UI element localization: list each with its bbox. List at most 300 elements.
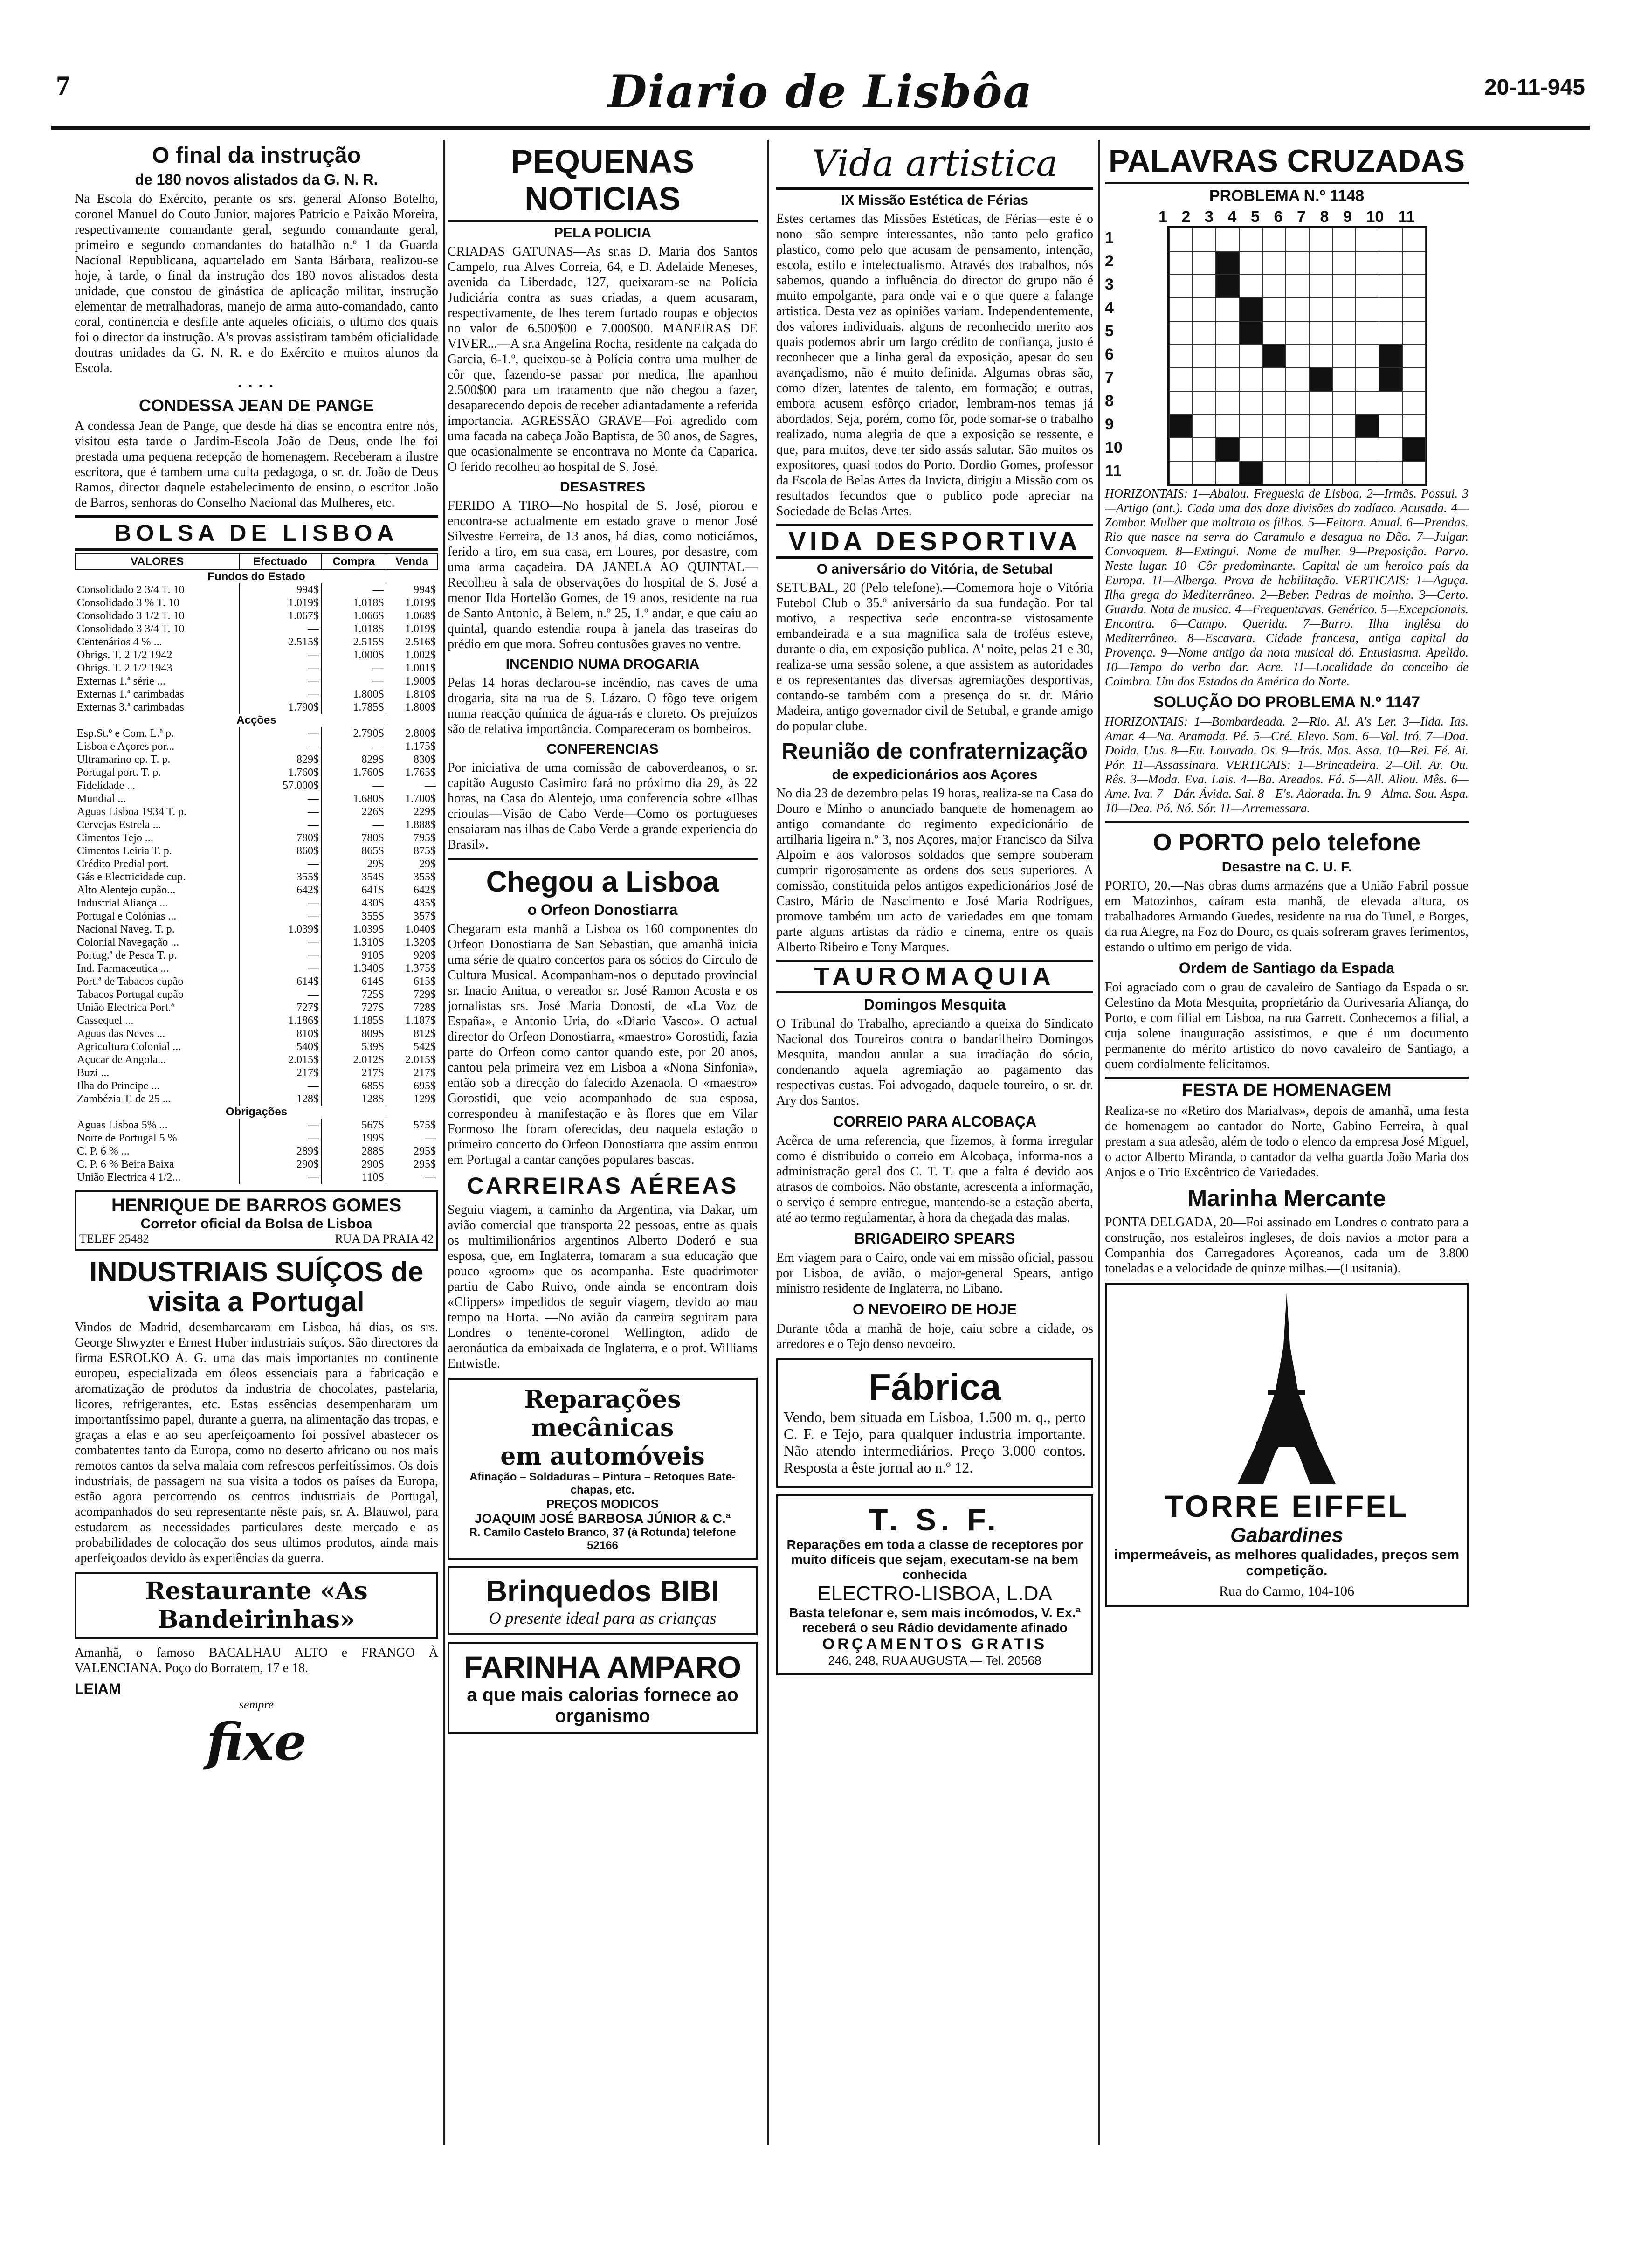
- table-cell: Buzi ...: [77, 1067, 110, 1079]
- table-cell: —: [321, 662, 386, 675]
- crossword-cell: [1262, 391, 1286, 415]
- crossword-cell: [1356, 298, 1379, 321]
- subsection-title: INCENDIO NUMA DROGARIA: [505, 657, 700, 672]
- table-cell: 2.790$: [321, 727, 386, 740]
- table-row: [75, 857, 438, 871]
- table-section: Fundos do Estado: [207, 570, 305, 583]
- table-cell: Aguas Lisboa 1934 T. p.: [77, 806, 187, 818]
- section-title: Vida artistica: [776, 143, 1093, 190]
- crossword-cell: [1379, 275, 1402, 298]
- table-cell: 355$: [239, 871, 321, 884]
- table-cell: 1.040$: [386, 923, 438, 936]
- table-cell: 295$: [386, 1145, 438, 1158]
- table-row: [75, 1066, 438, 1079]
- crossword-cell: [1216, 298, 1239, 321]
- table-cell: 795$: [386, 831, 438, 844]
- table-row: [75, 792, 438, 805]
- section-title: PALAVRAS CRUZADAS: [1105, 143, 1469, 184]
- article-body: Realiza-se no «Retiro dos Marialvas», depois de amanhã, uma festa de homenagem ao cantador do Norte, Gabino Ferreira, à qual prestam a sua adesão, além de todo o elenco da empresa José Miguel, o actor Alberto Miranda, o cantador da velha guarda João Maria dos Anjos e o Trio Excêntrico de Variedades.: [1105, 1104, 1469, 1180]
- article-title: Marinha Mercante: [1187, 1185, 1386, 1211]
- crossword-cell: [1216, 461, 1239, 484]
- article-subtitle: Domingos Mesquita: [863, 996, 1006, 1013]
- table-row: [75, 818, 438, 831]
- article-subtitle: Desastre na C. U. F.: [1221, 859, 1352, 875]
- crossword-cell: [1356, 275, 1379, 298]
- table-cell: Consolidado 3 1/2 T. 10: [77, 610, 185, 622]
- crossword-cell: [1332, 438, 1356, 461]
- crossword-cell: [1286, 345, 1309, 368]
- table-cell: Centenários 4 % ...: [77, 636, 162, 648]
- table-cell: 1.790$: [239, 701, 321, 714]
- table-cell: Cassequel ...: [77, 1015, 134, 1027]
- crossword-cell: [1262, 228, 1286, 251]
- table-cell: 865$: [321, 844, 386, 857]
- farinha-ad: FARINHA AMPARO a que mais calorias fornece ao organismo: [448, 1642, 758, 1734]
- column-number: 6: [1274, 208, 1283, 226]
- table-cell: —: [239, 1171, 321, 1184]
- crossword-cell: [1262, 368, 1286, 391]
- table-cell: 57.000$: [239, 779, 321, 792]
- table-row: [75, 1158, 438, 1171]
- table-cell: 229$: [386, 805, 438, 818]
- table-cell: 1.002$: [386, 649, 438, 662]
- crossword-cell: [1193, 345, 1216, 368]
- crossword-cell: [1216, 275, 1239, 298]
- table-cell: 809$: [321, 1027, 386, 1040]
- crossword-cell: [1356, 415, 1379, 438]
- crossword-cell: [1216, 228, 1239, 251]
- crossword-cell: [1216, 438, 1239, 461]
- table-cell: Fidelidade ...: [77, 780, 136, 792]
- table-cell: 29$: [386, 857, 438, 871]
- table-cell: 1.039$: [321, 923, 386, 936]
- crossword-cell: [1193, 275, 1216, 298]
- table-cell: Açucar de Angola...: [77, 1054, 166, 1066]
- crossword-cell: [1332, 368, 1356, 391]
- article-body: FERIDO A TIRO—No hospital de S. José, piorou e encontra-se actualmente em estado grave o menor José Silvestre Ferreira, de 13 anos, há dias, como noticiámos, ferido a tiro, em sua casa, em Loures, por desastre, com uma arma caçadeira. DA JANELA AO QUINTAL—Recolheu à sala de observações do hospital de S. José a menor Ilda Hortelão Gomes, de 19 anos, residente na rua de Santo Antonio, à Belem, n.º 25, 1.º andar, e que caiu ao quintal, quando estendia roupa à janela das traseiras do prédio em que mora. Sofreu contusões graves no ventre.: [448, 498, 758, 651]
- table-cell: Cervejas Estrela ...: [77, 819, 161, 831]
- crossword-cell: [1402, 275, 1426, 298]
- table-cell: 1.340$: [321, 962, 386, 975]
- table-cell: 1.175$: [386, 740, 438, 753]
- table-cell: 2.015$: [386, 1053, 438, 1066]
- table-cell: C. P. 6 % ...: [77, 1145, 130, 1157]
- crossword-cell: [1286, 228, 1309, 251]
- table-cell: —: [239, 1119, 321, 1132]
- table-cell: 217$: [386, 1066, 438, 1079]
- table-cell: União Electrica Port.ª: [77, 1002, 174, 1014]
- crossword-cell: [1193, 391, 1216, 415]
- table-cell: Esp.St.º e Com. L.ª p.: [77, 727, 174, 740]
- table-cell: 727$: [321, 1001, 386, 1014]
- crossword-cell: [1169, 321, 1193, 345]
- crossword-cell: [1332, 461, 1356, 484]
- crossword-cell: [1239, 438, 1262, 461]
- crossword-cell: [1402, 321, 1426, 345]
- crossword-cell: [1239, 391, 1262, 415]
- table-cell: 728$: [386, 1001, 438, 1014]
- row-number: 7: [1105, 369, 1114, 387]
- table-cell: 2.015$: [239, 1053, 321, 1066]
- article-body: Durante tôda a manhã de hoje, caiu sobre a cidade, os arredores e o Tejo denso nevoeiro.: [776, 1321, 1093, 1351]
- table-cell: Port.ª de Tabacos cupão: [77, 975, 184, 988]
- table-cell: Colonial Navegação ...: [77, 936, 179, 948]
- crossword-cell: [1169, 438, 1193, 461]
- table-row: [75, 701, 438, 714]
- crossword-cell: [1379, 461, 1402, 484]
- table-cell: —: [239, 857, 321, 871]
- crossword-cell: [1309, 368, 1332, 391]
- table-cell: 355$: [321, 910, 386, 923]
- article-subtitle: O aniversário do Vitória, de Setubal: [816, 561, 1053, 577]
- table-cell: —: [321, 675, 386, 688]
- crossword-cell: [1332, 345, 1356, 368]
- article-subtitle: o Orfeon Donostiarra: [527, 901, 678, 918]
- article-body: Seguiu viagem, a caminho da Argentina, via Dakar, um avião comercial que transporta 22 pessoas, entre as quais os multimilionários argentinos Alberto Doderó e sua esposa, que, em Inglaterra, tomaram a sua educação que pouco «groom» que os acompanha. Este quadrimotor partiu de Cabo Ruivo, onde ainda se encontram dois «Clippers» impedidos de seguir viagem, devido ao mau tempo na Horta. —No avião da carreira seguiram para Londres o tenente-coronel Wellington, adido de aeronáutica da embaixada de Inglaterra, e o prof. Williams Entwistle.: [448, 1203, 758, 1371]
- column-number: 7: [1297, 208, 1306, 226]
- subsection-title: DESASTRES: [559, 479, 646, 495]
- table-row: [75, 636, 438, 649]
- row-number: 10: [1105, 439, 1123, 456]
- stock-table: [75, 553, 438, 1184]
- table-row: [75, 583, 438, 596]
- table-cell: 540$: [239, 1040, 321, 1053]
- crossword-cell: [1262, 275, 1286, 298]
- table-cell: União Electrica 4 1/2...: [77, 1171, 181, 1183]
- eiffel-ad: TORRE EIFFEL Gabardines impermeáveis, as melhores qualidades, preços sem competição. Rua do Carmo, 104-106: [1105, 1283, 1469, 1607]
- table-cell: 725$: [321, 988, 386, 1001]
- crossword-cell: [1169, 275, 1193, 298]
- table-row: [75, 1119, 438, 1132]
- row-number: 6: [1105, 346, 1114, 363]
- column-number: 9: [1343, 208, 1352, 226]
- crossword-cell: [1193, 228, 1216, 251]
- crossword-cell: [1402, 461, 1426, 484]
- crossword-cell: [1216, 415, 1239, 438]
- article-body: CRIADAS GATUNAS—As sr.as D. Maria dos Santos Campelo, rua Alves Correia, 64, e D. Adelaide Meneses, avenida da Liberdade, 127, queixaram-se na Polícia Judiciária contra as suas criadas, a quem acusaram, respectivamente, de lhes terem furtado roupas e objectos no valor de 6.500$00 e 7.000$00. MANEIRAS DE VIVER...—A sr.a Angelina Rocha, residente na calçada do Garcia, 6-1.º, queixou-se à Polícia contra uma mulher de côr que, fazendo-se passar por medica, lhe apanhou 2.500$00 para um tratamento que não chegou a fazer, desaparecendo depois de receber adiantadamente a referida importancia. AGRESSÃO GRAVE—Foi agredido com uma facada na cabeça João Baptista, de 30 anos, de Sagres, que ocasionalmente se encontrava no Monte da Caparica. O ferido recolheu ao hospital de S. José.: [448, 244, 758, 474]
- table-row: [75, 962, 438, 975]
- table-cell: 829$: [321, 753, 386, 766]
- table-cell: 2.515$: [321, 636, 386, 649]
- crossword-cell: [1286, 391, 1309, 415]
- article-title: INDUSTRIAIS SUÍÇOS de visita a Portugal: [89, 1256, 424, 1317]
- article-body: SETUBAL, 20 (Pelo telefone).—Comemora hoje o Vitória Futebol Club o 35.º aniversário da sua fundação. Por tal motivo, a respectiva sede encontra-se vistosamente embandeirada e a sua magnifica sala de troféus esteve, durante o dia, em exposição publica. A' noite, pelas 21 e 30, realiza-se uma sessão solene, a que assistem as autoridades e os representantes das diversas agremiações desportivas, contando-se também com a presença do sr. dr. Mário Madeira, antigo governador civil de Setubal, e grande amigo do popular clube.: [776, 581, 1093, 733]
- table-row: [75, 844, 438, 857]
- table-cell: —: [239, 936, 321, 949]
- table-cell: —: [239, 988, 321, 1001]
- table-cell: 685$: [321, 1079, 386, 1093]
- crossword-cell: [1402, 298, 1426, 321]
- table-row: [75, 1145, 438, 1158]
- table-cell: 860$: [239, 844, 321, 857]
- table-cell: 290$: [321, 1158, 386, 1171]
- article-subtitle: de expedicionários aos Açores: [832, 767, 1038, 782]
- row-number: 3: [1105, 276, 1114, 293]
- table-cell: 29$: [321, 857, 386, 871]
- crossword-cell: [1309, 275, 1332, 298]
- table-cell: 1.375$: [386, 962, 438, 975]
- crossword-cell: [1402, 438, 1426, 461]
- crossword-cell: [1239, 228, 1262, 251]
- crossword-cell: [1379, 438, 1402, 461]
- crossword-cell: [1262, 321, 1286, 345]
- table-cell: Industrial Aliança ...: [77, 897, 168, 909]
- table-cell: Agricultura Colonial ...: [77, 1041, 181, 1053]
- table-cell: 128$: [321, 1093, 386, 1106]
- table-cell: 642$: [239, 884, 321, 897]
- restaurant-ad: [75, 1572, 438, 1639]
- table-cell: —: [239, 949, 321, 962]
- column-number: 11: [1398, 208, 1415, 226]
- table-cell: 1.320$: [386, 936, 438, 949]
- article-title: BRIGADEIRO SPEARS: [854, 1230, 1015, 1247]
- table-header: VALORES: [75, 554, 239, 570]
- table-cell: Aguas Lisboa 5% ...: [77, 1119, 168, 1131]
- table-row: [75, 596, 438, 609]
- table-cell: —: [239, 688, 321, 701]
- table-row: [75, 727, 438, 740]
- table-row: [75, 662, 438, 675]
- column-divider: [1098, 140, 1100, 2145]
- table-cell: Portugal port. T. p.: [77, 767, 161, 779]
- table-cell: 1.066$: [321, 609, 386, 622]
- table-cell: —: [321, 583, 386, 596]
- table-cell: —: [239, 818, 321, 831]
- crossword-cell: [1379, 228, 1402, 251]
- crossword-cell: [1379, 415, 1402, 438]
- table-cell: 1.039$: [239, 923, 321, 936]
- table-row: [75, 1040, 438, 1053]
- table-cell: —: [239, 1132, 321, 1145]
- table-cell: 128$: [239, 1093, 321, 1106]
- table-row: [75, 897, 438, 910]
- table-row: [75, 649, 438, 662]
- separator: • • • •: [238, 380, 275, 393]
- crossword-cell: [1356, 391, 1379, 415]
- table-cell: —: [239, 649, 321, 662]
- table-cell: Aguas das Neves ...: [77, 1028, 165, 1040]
- crossword-cell: [1169, 461, 1193, 484]
- table-cell: Crédito Predial port.: [77, 858, 169, 870]
- table-cell: Consolidado 2 3/4 T. 10: [77, 584, 185, 596]
- crossword-cell: [1193, 461, 1216, 484]
- crossword-cell: [1379, 251, 1402, 275]
- crossword-cell: [1309, 251, 1332, 275]
- table-cell: 1.680$: [321, 792, 386, 805]
- table-cell: 614$: [239, 975, 321, 988]
- article-title: Chegou a Lisboa: [486, 866, 719, 898]
- crossword-cell: [1309, 228, 1332, 251]
- table-cell: 1.760$: [321, 766, 386, 779]
- article-body: Em viagem para o Cairo, onde vai em missão oficial, passou por Lisboa, de avião, o major-general Spears, antigo ministro residente de Inglaterra, no Libano.: [776, 1251, 1093, 1296]
- column-2: [448, 140, 758, 2145]
- crossword-cell: [1216, 251, 1239, 275]
- crossword-cell: [1216, 368, 1239, 391]
- crossword-cell: [1239, 321, 1262, 345]
- table-row: [75, 1132, 438, 1145]
- article-body: Por iniciativa de uma comissão de caboverdeanos, o sr. capitão Augusto Casimiro fará no próximo dia 29, às 22 horas, na Casa do Alentejo, uma conferencia sobre «Ilhas crioulas—Visão de Cabo Verde—Como os portugueses ensaiaram nas ilhas de Cabo Verde a grande experiencia do Brasil».: [448, 761, 758, 852]
- crossword-cell: [1402, 228, 1426, 251]
- crossword-cell: [1262, 438, 1286, 461]
- newspaper-title: Diario de Lisbôa: [608, 65, 1033, 118]
- table-cell: —: [239, 792, 321, 805]
- crossword-cell: [1239, 251, 1262, 275]
- article-body: No dia 23 de dezembro pelas 19 horas, realiza-se na Casa do Douro e Minho o anunciado banquete de homenagem ao antigo comandante do regimento expedicionário de artilharia ligeira n.º 3, nos Açores, major Francisco da Silva Alpoim e aos valorosos soldados que sempre souberam cumprir rigorosamente as ordens dos seus superiores. A comissão, constituida pelos antigos expedicionários José de Castro, Mário de Nascimento e José Maria Rodrigues, promove também um acto de variedades em que tomam parte alguns artistas da rádio e cinema, entre os quais Alberto Ribeiro e Tony Marques.: [776, 786, 1093, 954]
- crossword-cell: [1379, 321, 1402, 345]
- table-cell: 354$: [321, 871, 386, 884]
- crossword-grid: [1167, 226, 1427, 486]
- column-number: 1: [1158, 208, 1167, 226]
- crossword-cell: [1239, 415, 1262, 438]
- article-title: TAUROMAQUIA: [776, 960, 1093, 993]
- crossword-cell: [1169, 298, 1193, 321]
- table-cell: Tabacos Portugal cupão: [77, 989, 184, 1001]
- crossword-cell: [1239, 298, 1262, 321]
- table-row: [75, 923, 438, 936]
- crossword-cell: [1332, 298, 1356, 321]
- crossword-cell: [1379, 368, 1402, 391]
- table-cell: 2.516$: [386, 636, 438, 649]
- page-number: 7: [56, 70, 70, 101]
- separator: [448, 858, 758, 860]
- crossword-cell: [1402, 368, 1426, 391]
- table-cell: Externas 3.ª carimbadas: [77, 701, 184, 713]
- broker-address: RUA DA PRAIA 42: [335, 1232, 434, 1245]
- article-title: O final da instrução: [152, 143, 361, 168]
- broker-ad: [75, 1190, 438, 1251]
- table-cell: —: [239, 962, 321, 975]
- crossword-cell: [1356, 461, 1379, 484]
- table-row: [75, 779, 438, 792]
- table-row: [75, 1093, 438, 1106]
- table-cell: 430$: [321, 897, 386, 910]
- crossword-cell: [1169, 251, 1193, 275]
- crossword-cell: [1402, 391, 1426, 415]
- table-row: [75, 975, 438, 988]
- crossword-cell: [1193, 298, 1216, 321]
- table-row: [75, 740, 438, 753]
- crossword-cell: [1332, 415, 1356, 438]
- table-row: [75, 1079, 438, 1093]
- table-cell: 614$: [321, 975, 386, 988]
- article-title: Reunião de confraternização: [781, 739, 1088, 764]
- table-cell: 1.900$: [386, 675, 438, 688]
- table-cell: 2.012$: [321, 1053, 386, 1066]
- crossword-cell: [1239, 461, 1262, 484]
- crossword-cell: [1262, 415, 1286, 438]
- table-cell: 290$: [239, 1158, 321, 1171]
- table-row: [75, 1014, 438, 1027]
- crossword-cell: [1356, 438, 1379, 461]
- table-row: [75, 988, 438, 1001]
- column-number: 2: [1181, 208, 1191, 226]
- crossword-cell: [1239, 368, 1262, 391]
- table-row: [75, 910, 438, 923]
- row-number: 9: [1105, 415, 1114, 433]
- crossword-cell: [1286, 298, 1309, 321]
- broker-name: HENRIQUE DE BARROS GOMES: [111, 1195, 402, 1216]
- table-cell: 357$: [386, 910, 438, 923]
- table-row: [75, 766, 438, 779]
- crossword-cell: [1402, 415, 1426, 438]
- row-number: 5: [1105, 322, 1114, 340]
- table-cell: 1.000$: [321, 649, 386, 662]
- table-cell: 226$: [321, 805, 386, 818]
- table-row: [75, 753, 438, 766]
- crossword-cell: [1402, 345, 1426, 368]
- article-title: CARREIRAS AÉREAS: [467, 1173, 738, 1199]
- row-number: 2: [1105, 252, 1114, 270]
- table-cell: 1.760$: [239, 766, 321, 779]
- table-cell: 542$: [386, 1040, 438, 1053]
- article-body: Pelas 14 horas declarou-se incêndio, nas caves de uma drogaria, sita na rua de S. Lázaro. O fôgo teve origem numa reacção química de água-rás e cloreto. Os prejuízos são de relativa importância. Compareceram os bombeiros.: [448, 676, 758, 736]
- table-cell: 920$: [386, 949, 438, 962]
- table-cell: —: [239, 1079, 321, 1093]
- column-4: [1105, 140, 1469, 2145]
- solution-body: HORIZONTAIS: 1—Bombardeada. 2—Rio. Al. A's Ler. 3—Ilda. Ias. Amar. 4—Na. Aramada. Pé. 5—Cré. Elevo. Som. 6—Val. Iró. 7—Doa. Doida. Uus. 8—Eu. Louvada. Os. 9—Irás. Mas. Assa. 10—Rei. Fé. Ai. Pór. 11—Assassinara. VERTICAIS: 1—Brincadeira. 2—Oil. Ar. Ou. Rês. 3—Moda. Eva. Lais. 4—Ba. Areados. Fá. 5—All. Aliou. Mês. 6—Ame. Iva. 7—Dár. Ávida. Sai. 8—E's. Adorada. In. 9—Alma. Sou. Aspa. 10—Dea. Pó. Nó. Sór. 11—Arremessara.: [1105, 714, 1469, 815]
- article-title: VIDA DESPORTIVA: [776, 524, 1093, 559]
- crossword-cell: [1193, 415, 1216, 438]
- table-cell: 110$: [321, 1171, 386, 1184]
- table-cell: 1.810$: [386, 688, 438, 701]
- table-cell: —: [386, 1171, 438, 1184]
- table-row: [75, 609, 438, 622]
- table-cell: 875$: [386, 844, 438, 857]
- column-3: [776, 140, 1093, 2145]
- crossword-clues: HORIZONTAIS: 1—Abalou. Freguesia de Lisboa. 2—Irmãs. Possui. 3—Artigo (ant.). Cada uma das doze divisões do zodíaco. Acusada. 4—Zombar. Mulher que maltrata os filhos. 5—Feitora. Anual. 6—Prendas. Rio que nasce na serra do Caramulo e desagua no Dão. 7—Julgar. Convoquem. 8—Extingui. Nome de mulher. 9—Preposição. Parvo. Neste lugar. 10—Côr predominante. Capital de um heroico país da Europa. 11—Alberga. Prova de habilitação. VERTICAIS: 1—Aguça. Ilha grega do Mediterrâneo. 2—Beber. Pedras de moinho. 3—Certo. Guarda. Nota de musica. 4—Frequentavas. Genérico. 5—Excepcionais. Encontra. 6—Campo. Querida. 7—Burro. Ilha inglêsa do Mediterrâneo. 8—Escavara. Cidade francesa, antiga capital da Provença. 9—Nome antigo da nota musical dó. Entusiasma. Apelido. 10—Tempo do verbo dar. Acre. 11—Localidade do concelho de Coimbra. Um dos Estados da América do Norte.: [1105, 486, 1469, 688]
- crossword-cell: [1169, 345, 1193, 368]
- crossword-cell: [1309, 461, 1332, 484]
- table-row: [75, 831, 438, 844]
- crossword-cell: [1356, 251, 1379, 275]
- table-cell: Lisboa e Açores por...: [77, 740, 175, 753]
- restaurant-body: Amanhã, o famoso BACALHAU ALTO e FRANGO À VALENCIANA. Poço do Borratem, 17 e 18.: [75, 1646, 438, 1675]
- crossword-cell: [1193, 321, 1216, 345]
- crossword-row-numbers: [1105, 226, 1123, 486]
- table-section: Acções: [236, 714, 276, 726]
- subsection-title: PELA POLICIA: [554, 225, 651, 241]
- article-body: O Tribunal do Trabalho, apreciando a queixa do Sindicato Nacional dos Toureiros contra o bandarilheiro Domingos Mesquita, mandou anular a sua irradiação do sócio, condenando aquela agremiação ao pagamento das respectivas custas. Foi advogado, daquele toureiro, o sr. dr. Ary dos Santos.: [776, 1016, 1093, 1108]
- article-body: A condessa Jean de Pange, que desde há dias se encontra entre nós, visitou esta tarde o Jardim-Escola João de Deus, onde lhe foi prestada uma pequena recepção de homenagem. Receberam a ilustre escritora, que é tambem uma culta pedagoga, o sr. dr. João de Deus Ramos, director daquele estabelecimento de ensino, o escritor João de Barros, senhoras do Conselho Nacional das Mulheres, etc.: [75, 419, 438, 510]
- column-divider: [443, 140, 445, 2145]
- crossword-cell: [1356, 228, 1379, 251]
- table-cell: Zambézia T. de 25 ...: [77, 1093, 171, 1105]
- leiam-label: LEIAM: [75, 1680, 121, 1697]
- table-cell: Obrigs. T. 2 1/2 1943: [77, 662, 172, 674]
- table-cell: 780$: [239, 831, 321, 844]
- fixe-logo: sempre fixe: [206, 1698, 307, 1772]
- subsection-title: CONFERENCIAS: [546, 741, 659, 757]
- table-cell: Externas 1.ª carimbadas: [77, 688, 184, 700]
- table-cell: 1.185$: [321, 1014, 386, 1027]
- crossword-cell: [1216, 345, 1239, 368]
- crossword-cell: [1286, 275, 1309, 298]
- table-section: Obrigações: [225, 1106, 288, 1118]
- section-title: PEQUENAS NOTICIAS: [448, 143, 758, 222]
- crossword-cell: [1262, 345, 1286, 368]
- article-body: Acêrca de uma referencia, que fizemos, à forma irregular como é distribuido o correio em Alcobaça, informa-nos a administração geral dos C. T. T. que a falta é devido aos atrasos de comboios. Não obstante, acrescenta a informação, o serviço é sempre entregue, mantendo-se a estação aberta, até ao termo regulamentar, à hora da chegada das malas.: [776, 1134, 1093, 1225]
- table-cell: Cimentos Leiria T. p.: [77, 845, 172, 857]
- table-cell: 2.800$: [386, 727, 438, 740]
- table-cell: 1.700$: [386, 792, 438, 805]
- table-row: [75, 622, 438, 636]
- column-number: 5: [1251, 208, 1260, 226]
- crossword-cell: [1193, 368, 1216, 391]
- crossword-cell: [1286, 321, 1309, 345]
- table-cell: —: [239, 662, 321, 675]
- article-title: CONDESSA JEAN DE PANGE: [138, 396, 374, 415]
- crossword-cell: [1332, 228, 1356, 251]
